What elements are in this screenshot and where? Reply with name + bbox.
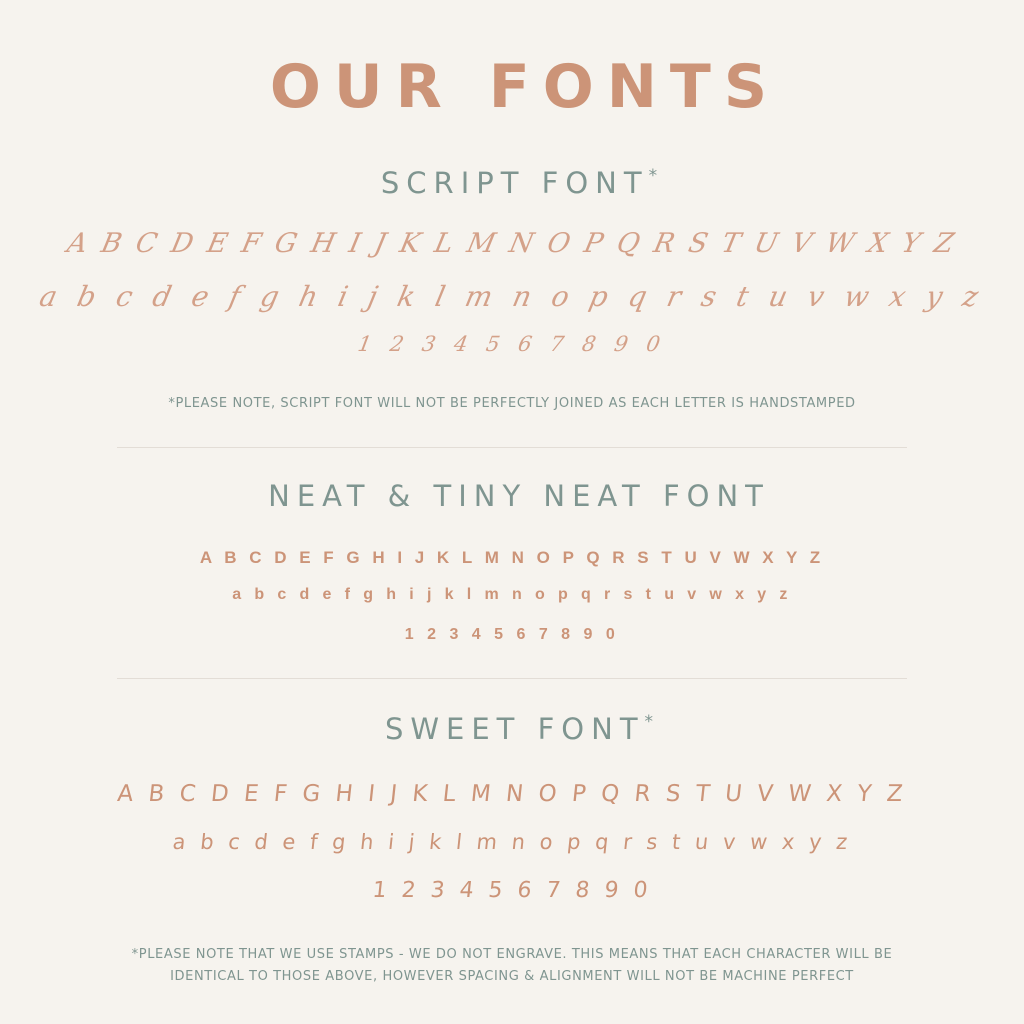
neat-digits-sample: 1 2 3 4 5 6 7 8 9 0 (404, 626, 620, 643)
page-title: OUR FONTS (269, 52, 781, 122)
section-divider (117, 447, 907, 448)
stamping-note-line-1: *PLEASE NOTE THAT WE USE STAMPS - WE DO NOT ENGRAVE. THIS MEANS THAT EACH CHARACTER WILL BE (131, 947, 893, 962)
stamping-note (0, 944, 1024, 988)
script-font-asterisk: * (648, 166, 658, 186)
script-font-heading-text: SCRIPT FONT (380, 166, 649, 200)
script-font-heading (0, 166, 1024, 200)
neat-lowercase-sample: a b c d e f g h i j k l m n o p q r s t u v w x y z (232, 586, 792, 603)
script-uppercase-sample: A B C D E F G H I J K L M N O P Q R S T U V W X Y Z (64, 228, 960, 259)
sweet-uppercase-sample: A B C D E F G H I J K L M N O P Q R S T U V W X Y Z (116, 781, 908, 807)
neat-font-heading: NEAT & TINY NEAT FONT (268, 479, 770, 513)
sweet-font-heading-text: SWEET FONT (384, 712, 645, 746)
script-lowercase-sample: a b c d e f g h i j k l m n o p q r s t u v w x y z (36, 280, 988, 313)
section-divider (117, 678, 907, 679)
sweet-font-heading (0, 712, 1024, 746)
neat-uppercase-sample: A B C D E F G H I J K L M N O P Q R S T U V W X Y Z (199, 548, 825, 567)
sweet-font-asterisk: * (644, 712, 654, 732)
script-digits-sample: 1 2 3 4 5 6 7 8 9 0 (356, 332, 668, 356)
script-font-note: *PLEASE NOTE, SCRIPT FONT WILL NOT BE PERFECTLY JOINED AS EACH LETTER IS HANDSTAMPED (168, 396, 856, 411)
sweet-lowercase-sample: a b c d e f g h i j k l m n o p q r s t u v w x y z (171, 830, 853, 854)
sweet-digits-sample: 1 2 3 4 5 6 7 8 9 0 (371, 878, 653, 903)
stamping-note-line-2: IDENTICAL TO THOSE ABOVE, HOWEVER SPACING & ALIGNMENT WILL NOT BE MACHINE PERFECT (170, 969, 854, 984)
